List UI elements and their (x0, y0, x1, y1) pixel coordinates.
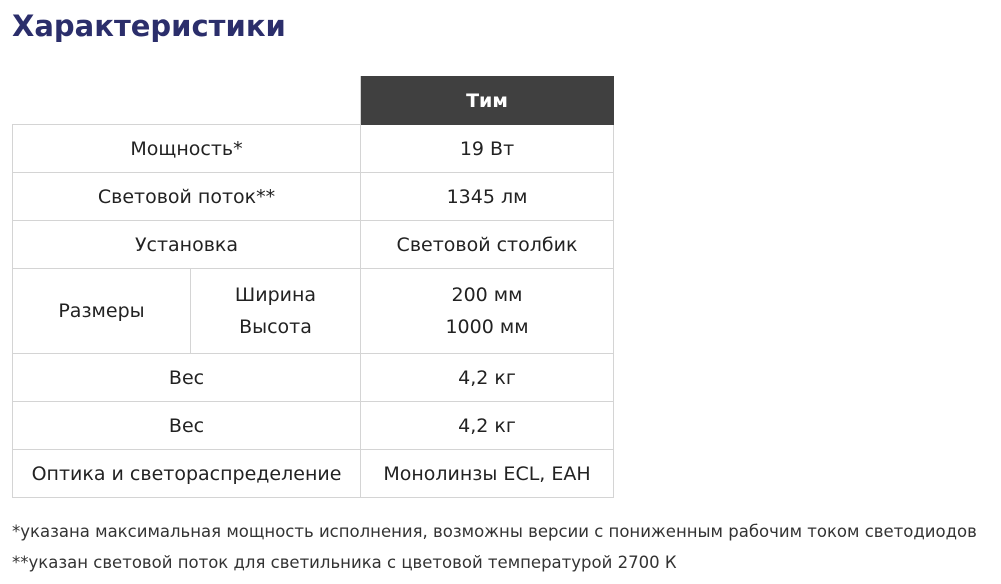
row-values-dimensions (361, 269, 614, 354)
value-width: 200 мм (451, 284, 523, 306)
table-row (13, 354, 614, 402)
table-header-row (13, 77, 614, 125)
row-label-weight: Вес (13, 354, 361, 402)
table-row (13, 450, 614, 498)
row-label-flux: Световой поток** (13, 173, 361, 221)
value-height: 1000 мм (445, 316, 529, 338)
sublabel-width: Ширина (234, 284, 317, 306)
row-value-flux: 1345 лм (361, 173, 614, 221)
row-value-install: Световой столбик (361, 221, 614, 269)
row-sublabels-dimensions (191, 269, 361, 354)
table-row (13, 125, 614, 173)
table-row (13, 269, 614, 354)
footnote-power: *указана максимальная мощность исполнения, возможны версии с пониженным рабочим током светодиодов (12, 522, 977, 541)
row-label-optics: Оптика и светораспределение (13, 450, 361, 498)
page-title: Характеристики (12, 9, 286, 43)
sublabel-height: Высота (239, 316, 312, 338)
row-label-dimensions: Размеры (13, 269, 191, 354)
table-row (13, 402, 614, 450)
row-value-optics: Монолинзы ECL, EAH (361, 450, 614, 498)
row-value-weight: 4,2 кг (361, 354, 614, 402)
row-value-power: 19 Вт (361, 125, 614, 173)
table-row (13, 221, 614, 269)
footnote-flux: **указан световой поток для светильника с цветовой температурой 2700 К (12, 553, 677, 572)
column-header-tim: Тим (361, 77, 614, 125)
row-label-install: Установка (13, 221, 361, 269)
row-label-weight-2: Вес (13, 402, 361, 450)
row-value-weight-2: 4,2 кг (361, 402, 614, 450)
spec-table (12, 76, 614, 498)
footnotes (12, 516, 1001, 578)
row-label-power: Мощность* (13, 125, 361, 173)
table-row (13, 173, 614, 221)
table-corner (13, 77, 361, 125)
